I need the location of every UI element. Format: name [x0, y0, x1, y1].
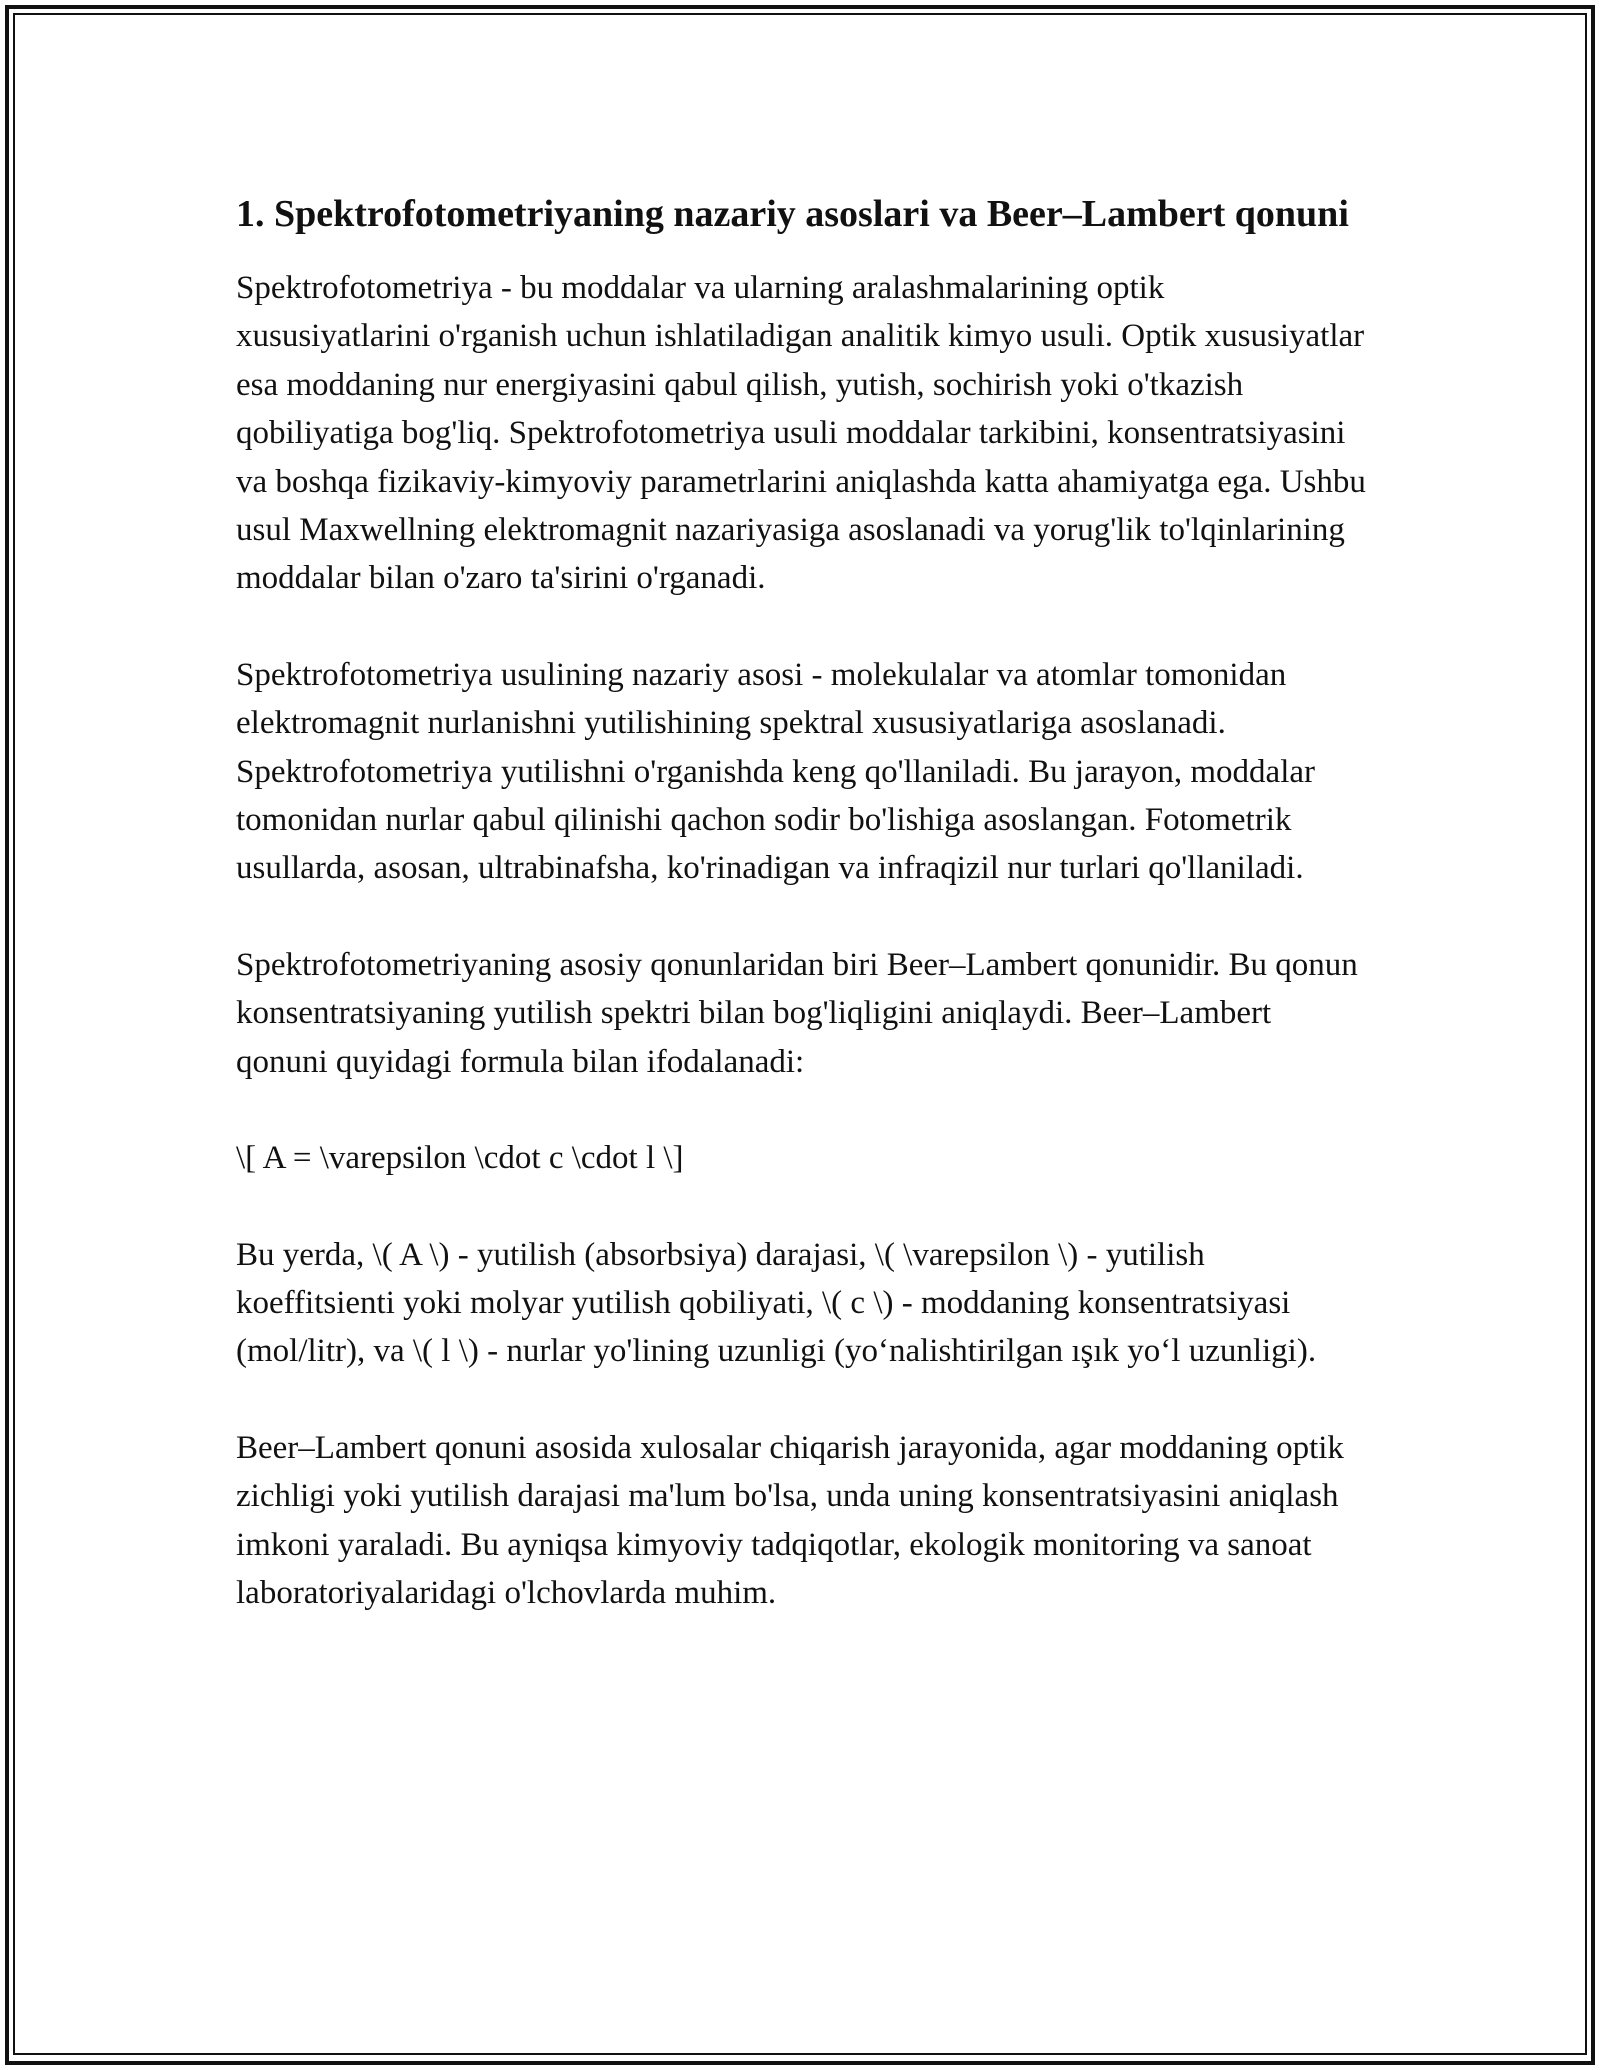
formula: \[ A = \varepsilon \cdot c \cdot l \] [236, 1140, 684, 1177]
section-heading: 1. Spektrofotometriyaning nazariy asoslari va Beer–Lambert qonuni [236, 193, 1349, 235]
paragraph-intro: Spektrofotometriya - bu moddalar va ularning aralashmalarining optik xususiyatlarini o'rganish uchun ishlatiladigan analitik kimyo usuli. Optik xususiyatlar esa moddaning nur energiyasini qabul qilish, yutish, sochirish yoki o'tkazish qobiliyatiga bog'liq. Spektrofotometriya usuli moddalar tarkibini, konsentratsiyasini va boshqa fizikaviy-kimyoviy parametrlarini aniqlashda katta ahamiyatga ega. Ushbu usul Maxwellning elektromagnit nazariyasiga asoslanadi va yorug'lik to'lqinlarining moddalar bilan o'zaro ta'sirini o'rganadi. [236, 270, 1366, 597]
paragraph-variables: Bu yerda, \( A \) - yutilish (absorbsiya) darajasi, \( \varepsilon \) - yutilish koeffitsienti yoki molyar yutilish qobiliyati, \( c \) - moddaning konsentratsiyasi (mol/litr), va \( l \) - nurlar yo'lining uzunligi (yo‘nalishtirilgan ışık yo‘l uzunligi). [236, 1236, 1317, 1370]
paragraph-beer-lambert: Spektrofotometriyaning asosiy qonunlaridan biri Beer–Lambert qonunidir. Bu qonun konsentratsiyaning yutilish spektri bilan bog'liqligini aniqlaydi. Beer–Lambert qonuni quyidagi formula bilan ifodalanadi: [236, 946, 1358, 1080]
document-body [236, 186, 1366, 1665]
paragraph-conclusion: Beer–Lambert qonuni asosida xulosalar chiqarish jarayonida, agar moddaning optik zichligi yoki yutilish darajasi ma'lum bo'lsa, unda uning konsentratsiyasini aniqlash imkoni yaraladi. Bu ayniqsa kimyoviy tadqiqotlar, ekologik monitoring va sanoat laboratoriyalaridagi o'lchovlarda muhim. [236, 1429, 1344, 1611]
paragraph-theory: Spektrofotometriya usulining nazariy asosi - molekulalar va atomlar tomonidan elektromagnit nurlanishni yutilishining spektral xususiyatlariga asoslanadi. Spektrofotometriya yutilishni o'rganishda keng qo'llaniladi. Bu jarayon, moddalar tomonidan nurlar qabul qilinishi qachon sodir bo'lishiga asoslangan. Fotometrik usullarda, asosan, ultrabinafsha, ko'rinadigan va infraqizil nur turlari qo'llaniladi. [236, 656, 1315, 887]
